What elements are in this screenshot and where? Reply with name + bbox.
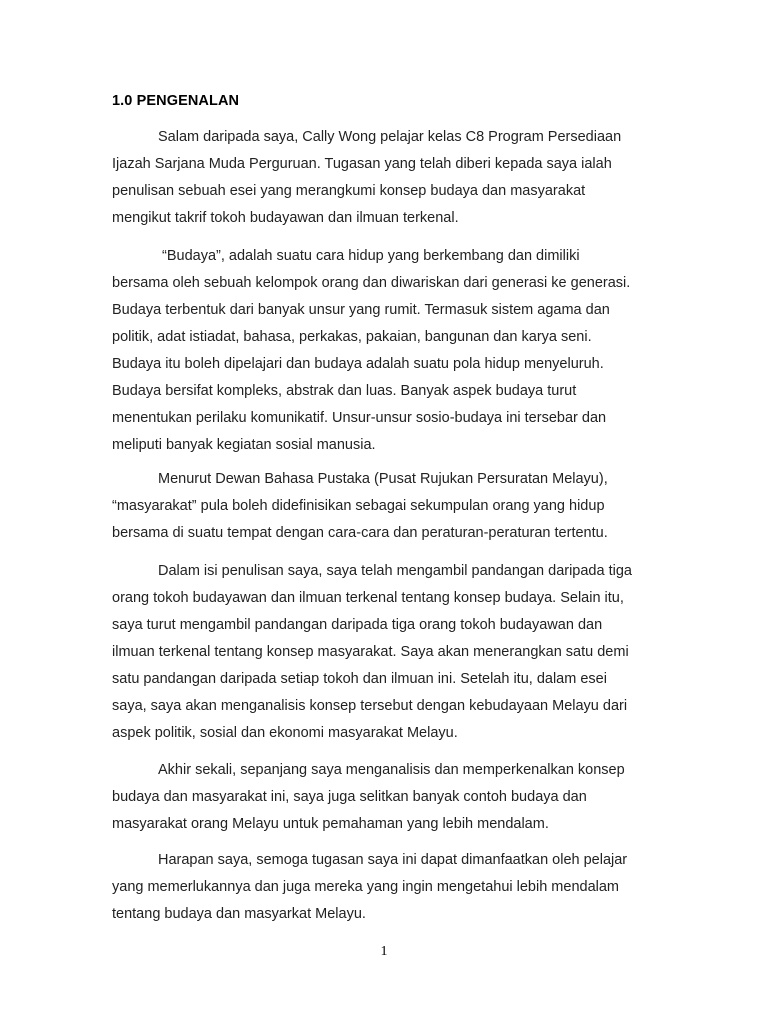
paragraph-line: Ijazah Sarjana Muda Perguruan. Tugasan yang telah diberi kepada saya ialah — [112, 156, 612, 172]
paragraph-line: tentang budaya dan masyarkat Melayu. — [112, 906, 366, 922]
paragraph-line: meliputi banyak kegiatan sosial manusia. — [112, 437, 376, 453]
paragraph-line: “masyarakat” pula boleh didefinisikan sebagai sekumpulan orang yang hidup — [112, 498, 605, 514]
paragraph-line: bersama oleh sebuah kelompok orang dan diwariskan dari generasi ke generasi. — [112, 275, 631, 291]
paragraph-line: Budaya terbentuk dari banyak unsur yang rumit. Termasuk sistem agama dan — [112, 302, 610, 318]
paragraph-line: Budaya bersifat kompleks, abstrak dan luas. Banyak aspek budaya turut — [112, 383, 577, 399]
paragraph-line: Budaya itu boleh dipelajari dan budaya adalah suatu pola hidup menyeluruh. — [112, 356, 604, 372]
paragraph-line: saya turut mengambil pandangan daripada tiga orang tokoh budayawan dan — [112, 617, 603, 633]
paragraph-line: Akhir sekali, sepanjang saya menganalisis dan memperkenalkan konsep — [158, 762, 625, 778]
paragraph-line: budaya dan masyarakat ini, saya juga selitkan banyak contoh budaya dan — [112, 789, 587, 805]
paragraph-line: Menurut Dewan Bahasa Pustaka (Pusat Rujukan Persuratan Melayu), — [158, 471, 608, 487]
page-number: 1 — [380, 944, 388, 959]
paragraph-closing-hope — [112, 847, 657, 928]
paragraph-line: penulisan sebuah esei yang merangkumi konsep budaya dan masyarakat — [112, 183, 586, 199]
paragraph-budaya-definition — [112, 243, 657, 459]
paragraph-masyarakat-definition — [112, 466, 657, 547]
paragraph-line: bersama di suatu tempat dengan cara-cara dan peraturan-peraturan tertentu. — [112, 525, 608, 541]
paragraph-line: Salam daripada saya, Cally Wong pelajar kelas C8 Program Persediaan — [158, 129, 622, 145]
paragraph-line: orang tokoh budayawan dan ilmuan terkenal tentang konsep budaya. Selain itu, — [112, 590, 624, 606]
paragraph-line: mengikut takrif tokoh budayawan dan ilmuan terkenal. — [112, 210, 459, 226]
paragraph-line: Harapan saya, semoga tugasan saya ini dapat dimanfaatkan oleh pelajar — [158, 852, 628, 868]
section-heading: 1.0 PENGENALAN — [112, 93, 240, 109]
paragraph-line: saya, saya akan menganalisis konsep tersebut dengan kebudayaan Melayu dari — [112, 698, 628, 714]
paragraph-line: “Budaya”, adalah suatu cara hidup yang berkembang dan dimiliki — [158, 248, 580, 264]
paragraph-line: Dalam isi penulisan saya, saya telah mengambil pandangan daripada tiga — [158, 563, 632, 579]
paragraph-line: masyarakat orang Melayu untuk pemahaman yang lebih mendalam. — [112, 816, 549, 832]
paragraph-conclusion — [112, 757, 657, 838]
paragraph-essay-content — [112, 558, 657, 747]
paragraph-line: satu pandangan daripada setiap tokoh dan ilmuan ini. Setelah itu, dalam esei — [112, 671, 607, 687]
paragraph-line: politik, adat istiadat, bahasa, perkakas, pakaian, bangunan dan karya seni. — [112, 329, 592, 345]
paragraph-line: menentukan perilaku komunikatif. Unsur-unsur sosio-budaya ini tersebar dan — [112, 410, 607, 426]
paragraph-line: aspek politik, sosial dan ekonomi masyarakat Melayu. — [112, 725, 458, 741]
paragraph-introduction — [112, 124, 657, 232]
paragraph-line: yang memerlukannya dan juga mereka yang ingin mengetahui lebih mendalam — [112, 879, 620, 895]
paragraph-line: ilmuan terkenal tentang konsep masyarakat. Saya akan menerangkan satu demi — [112, 644, 629, 660]
